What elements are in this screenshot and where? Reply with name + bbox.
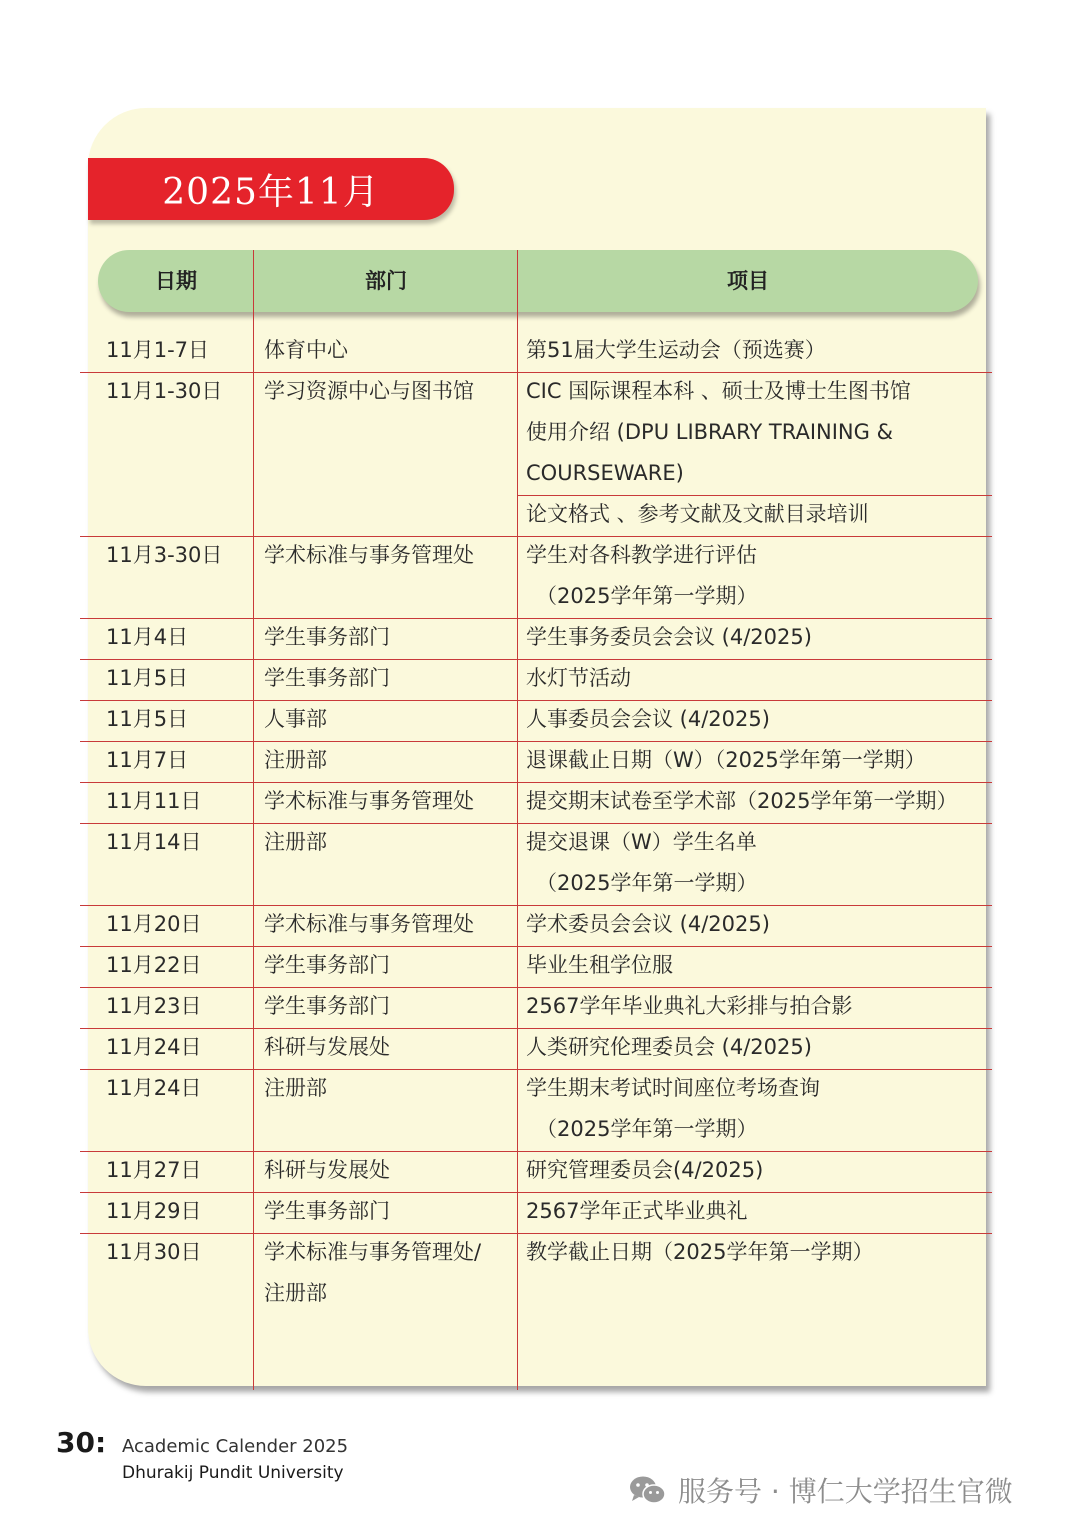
row-date: 11月30日 <box>106 1240 202 1264</box>
row-date: 11月29日 <box>106 1199 202 1223</box>
row-item <box>526 330 992 371</box>
table-row <box>80 904 992 945</box>
row-item <box>526 822 992 904</box>
row-department <box>264 1027 514 1068</box>
item-line: 第51届大学生运动会（预选赛） <box>526 338 826 362</box>
department-line: 学术标准与事务管理处 <box>264 543 474 567</box>
row-item <box>526 781 992 822</box>
table-row <box>80 1068 992 1150</box>
department-line: 人事部 <box>264 707 327 731</box>
item-line: 2567学年正式毕业典礼 <box>526 1199 748 1223</box>
row-item <box>526 535 992 617</box>
department-line: 学术标准与事务管理处 <box>264 789 474 813</box>
table-row <box>80 535 992 617</box>
row-department <box>264 330 514 371</box>
department-line: 体育中心 <box>264 338 348 362</box>
row-date: 11月20日 <box>106 912 202 936</box>
item-line: （2025学年第一学期） <box>536 1117 758 1141</box>
item-line: COURSEWARE) <box>526 461 684 485</box>
table-row <box>80 1150 992 1191</box>
row-date: 11月11日 <box>106 789 202 813</box>
item-line: 教学截止日期（2025学年第一学期） <box>526 1240 874 1264</box>
header-department: 部门 <box>365 269 407 293</box>
row-department <box>264 904 514 945</box>
row-item <box>526 1068 992 1150</box>
row-department <box>264 945 514 986</box>
row-department <box>264 371 514 412</box>
item-line: 研究管理委员会(4/2025) <box>526 1158 764 1182</box>
item-line: 水灯节活动 <box>526 666 631 690</box>
department-line: 学生事务部门 <box>264 1199 390 1223</box>
row-date: 11月5日 <box>106 707 189 731</box>
department-line: 科研与发展处 <box>264 1158 390 1182</box>
department-line: 学术标准与事务管理处 <box>264 912 474 936</box>
department-line: 学习资源中心与图书馆 <box>264 379 474 403</box>
row-department <box>264 986 514 1027</box>
month-title: 2025年11月 <box>162 171 380 213</box>
item-line: 人类研究伦理委员会 (4/2025) <box>526 1035 812 1059</box>
table-row <box>80 658 992 699</box>
item-line: 提交退课（W）学生名单 <box>526 830 757 854</box>
row-item <box>526 371 992 535</box>
row-date: 11月1-30日 <box>106 379 223 403</box>
row-item <box>526 658 992 699</box>
row-department <box>264 1232 514 1314</box>
row-item <box>526 740 992 781</box>
row-department <box>264 740 514 781</box>
table-row <box>80 822 992 904</box>
row-department <box>264 699 514 740</box>
item-line: 退课截止日期（W）（2025学年第一学期） <box>526 748 926 772</box>
table-row <box>80 1232 992 1314</box>
table-header <box>98 250 978 312</box>
row-date: 11月7日 <box>106 748 189 772</box>
department-line: 注册部 <box>264 1281 327 1305</box>
table-row <box>80 986 992 1027</box>
table-row <box>80 371 992 535</box>
department-line: 注册部 <box>264 1076 327 1100</box>
row-date: 11月1-7日 <box>106 338 210 362</box>
row-department <box>264 781 514 822</box>
department-line: 学生事务部门 <box>264 666 390 690</box>
department-line: 学生事务部门 <box>264 953 390 977</box>
table-row <box>80 781 992 822</box>
row-item <box>526 945 992 986</box>
university-name: Dhurakij Pundit University <box>122 1463 344 1483</box>
row-department <box>264 822 514 863</box>
row-item <box>526 1191 992 1232</box>
row-date: 11月22日 <box>106 953 202 977</box>
table-row <box>80 1027 992 1068</box>
calendar-table-body <box>80 330 992 1314</box>
row-item <box>526 904 992 945</box>
department-line: 学生事务部门 <box>264 625 390 649</box>
item-line: 论文格式 、参考文献及文献目录培训 <box>526 502 869 526</box>
table-row <box>80 945 992 986</box>
item-line: 学生期末考试时间座位考场查询 <box>526 1076 820 1100</box>
item-line: 毕业生租学位服 <box>526 953 673 977</box>
row-date: 11月23日 <box>106 994 202 1018</box>
department-line: 学术标准与事务管理处/ <box>264 1240 482 1264</box>
row-date: 11月27日 <box>106 1158 202 1182</box>
wechat-icon <box>628 1475 668 1505</box>
table-row <box>80 330 992 371</box>
table-row <box>80 617 992 658</box>
row-date: 11月14日 <box>106 830 202 854</box>
row-date: 11月5日 <box>106 666 189 690</box>
item-line: CIC 国际课程本科 、硕士及博士生图书馆 <box>526 379 911 403</box>
department-line: 注册部 <box>264 830 327 854</box>
row-department <box>264 1191 514 1232</box>
row-item <box>526 1027 992 1068</box>
table-row <box>80 740 992 781</box>
header-item: 项目 <box>727 269 769 293</box>
row-date: 11月24日 <box>106 1076 202 1100</box>
watermark <box>628 1472 1013 1508</box>
month-banner <box>88 158 454 220</box>
row-item <box>526 1232 992 1273</box>
item-line: 学生事务委员会会议 (4/2025) <box>526 625 812 649</box>
row-item <box>526 1150 992 1191</box>
row-department <box>264 535 514 576</box>
department-line: 科研与发展处 <box>264 1035 390 1059</box>
row-department <box>264 1150 514 1191</box>
row-department <box>264 1068 514 1109</box>
item-line: 提交期末试卷至学术部（2025学年第一学期） <box>526 789 958 813</box>
item-line: （2025学年第一学期） <box>536 871 758 895</box>
item-line: （2025学年第一学期） <box>536 584 758 608</box>
item-line: 使用介绍 (DPU LIBRARY TRAINING & <box>526 420 893 444</box>
row-date: 11月24日 <box>106 1035 202 1059</box>
page-number: 30: <box>56 1426 107 1459</box>
row-date: 11月4日 <box>106 625 189 649</box>
item-line: 2567学年毕业典礼大彩排与拍合影 <box>526 994 853 1018</box>
row-item <box>526 699 992 740</box>
row-item <box>526 986 992 1027</box>
item-line: 学术委员会会议 (4/2025) <box>526 912 770 936</box>
row-department <box>264 617 514 658</box>
item-line: 学生对各科教学进行评估 <box>526 543 757 567</box>
header-date: 日期 <box>155 269 197 293</box>
item-line: 人事委员会会议 (4/2025) <box>526 707 770 731</box>
table-row <box>80 699 992 740</box>
row-date: 11月3-30日 <box>106 543 223 567</box>
row-department <box>264 658 514 699</box>
watermark-text: 服务号 · 博仁大学招生官微 <box>678 1475 1013 1508</box>
row-item <box>526 617 992 658</box>
department-line: 注册部 <box>264 748 327 772</box>
table-row <box>80 1191 992 1232</box>
calendar-name: Academic Calender 2025 <box>122 1436 349 1457</box>
department-line: 学生事务部门 <box>264 994 390 1018</box>
